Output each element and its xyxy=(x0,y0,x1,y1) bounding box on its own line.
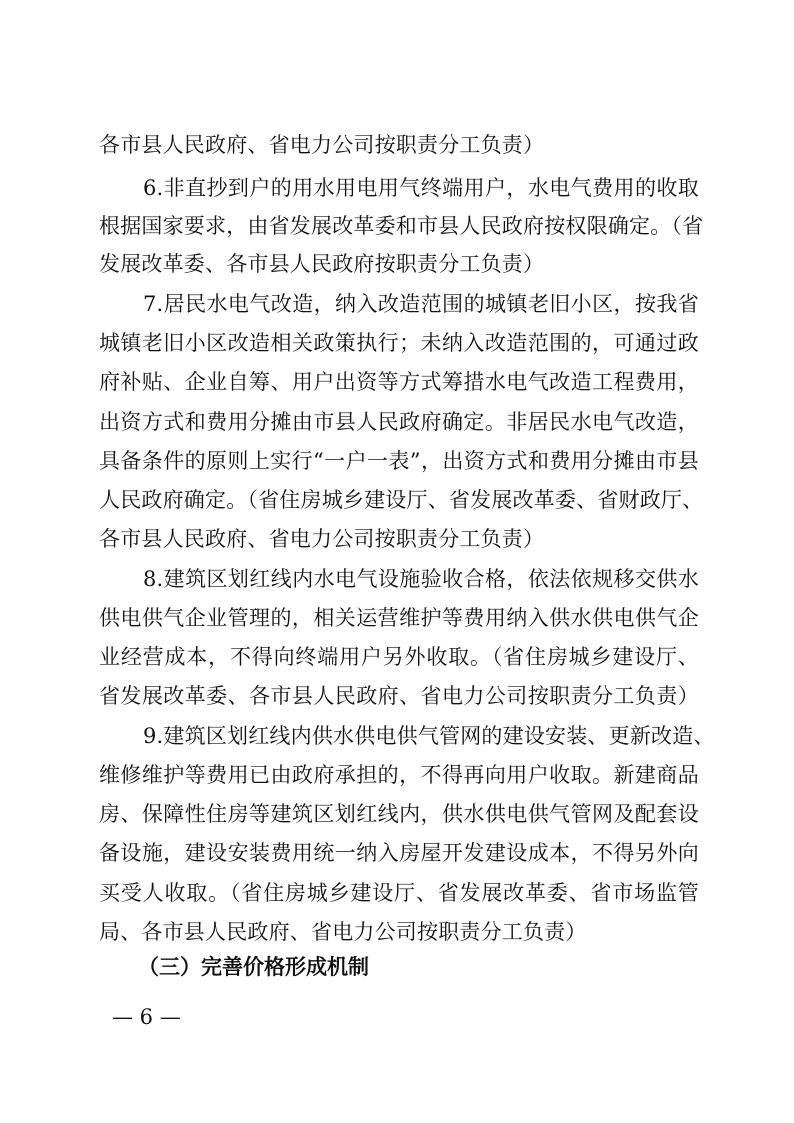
text-line-19: 备设施，建设安装费用统一纳入房屋开发建设成本，不得另外向 xyxy=(99,841,699,865)
text-line-8: 出资方式和费用分摊由市县人民政府确定。非居民水电气改造， xyxy=(99,410,699,434)
section-heading: （三）完善价格形成机制 xyxy=(138,955,369,979)
text-line-17: 维修维护等费用已由政府承担的，不得再向用户收取。新建商品 xyxy=(99,763,699,787)
text-line-18: 房、保障性住房等建筑区划红线内，供水供电供气管网及配套设 xyxy=(99,802,699,826)
text-line-15: 省发展改革委、各市县人民政府、省电力公司按职责分工负责） xyxy=(99,684,699,708)
text-line-12: 8.建筑区划红线内水电气设施验收合格，依法依规移交供水 xyxy=(143,567,699,591)
text-line-7: 府补贴、企业自筹、用户出资等方式筹措水电气改造工程费用， xyxy=(99,370,699,394)
text-line-21: 局、各市县人民政府、省电力公司按职责分工负责） xyxy=(99,920,587,944)
text-line-11: 各市县人民政府、省电力公司按职责分工负责） xyxy=(99,527,545,551)
text-line-10: 人民政府确定。（省住房城乡建设厅、省发展改革委、省财政厅、 xyxy=(99,488,704,512)
text-line-6: 城镇老旧小区改造相关政策执行；未纳入改造范围的，可通过政 xyxy=(99,331,699,355)
text-line-20: 买受人收取。（省住房城乡建设厅、省发展改革委、省市场监管 xyxy=(99,881,699,905)
text-line-3: 根据国家要求，由省发展改革委和市县人民政府按权限确定。（省 xyxy=(99,214,704,238)
text-line-14: 业经营成本，不得向终端用户另外收取。（省住房城乡建设厅、 xyxy=(99,645,699,669)
text-line-9: 具备条件的原则上实行“一户一表”，出资方式和费用分摊由市县 xyxy=(99,449,699,473)
text-line-2: 6.非直抄到户的用水用电用气终端用户，水电气费用的收取 xyxy=(143,176,699,200)
text-line-4: 发展改革委、各市县人民政府按职责分工负责） xyxy=(99,252,545,276)
text-line-5: 7.居民水电气改造，纳入改造范围的城镇老旧小区，按我省 xyxy=(143,292,699,316)
text-line-13: 供电供气企业管理的，相关运营维护等费用纳入供水供电供气企 xyxy=(99,606,699,630)
page-number: — 6 — xyxy=(112,1005,181,1029)
text-line-1: 各市县人民政府、省电力公司按职责分工负责） xyxy=(99,133,545,157)
text-line-16: 9.建筑区划红线内供水供电供气管网的建设安装、更新改造、 xyxy=(143,724,715,748)
